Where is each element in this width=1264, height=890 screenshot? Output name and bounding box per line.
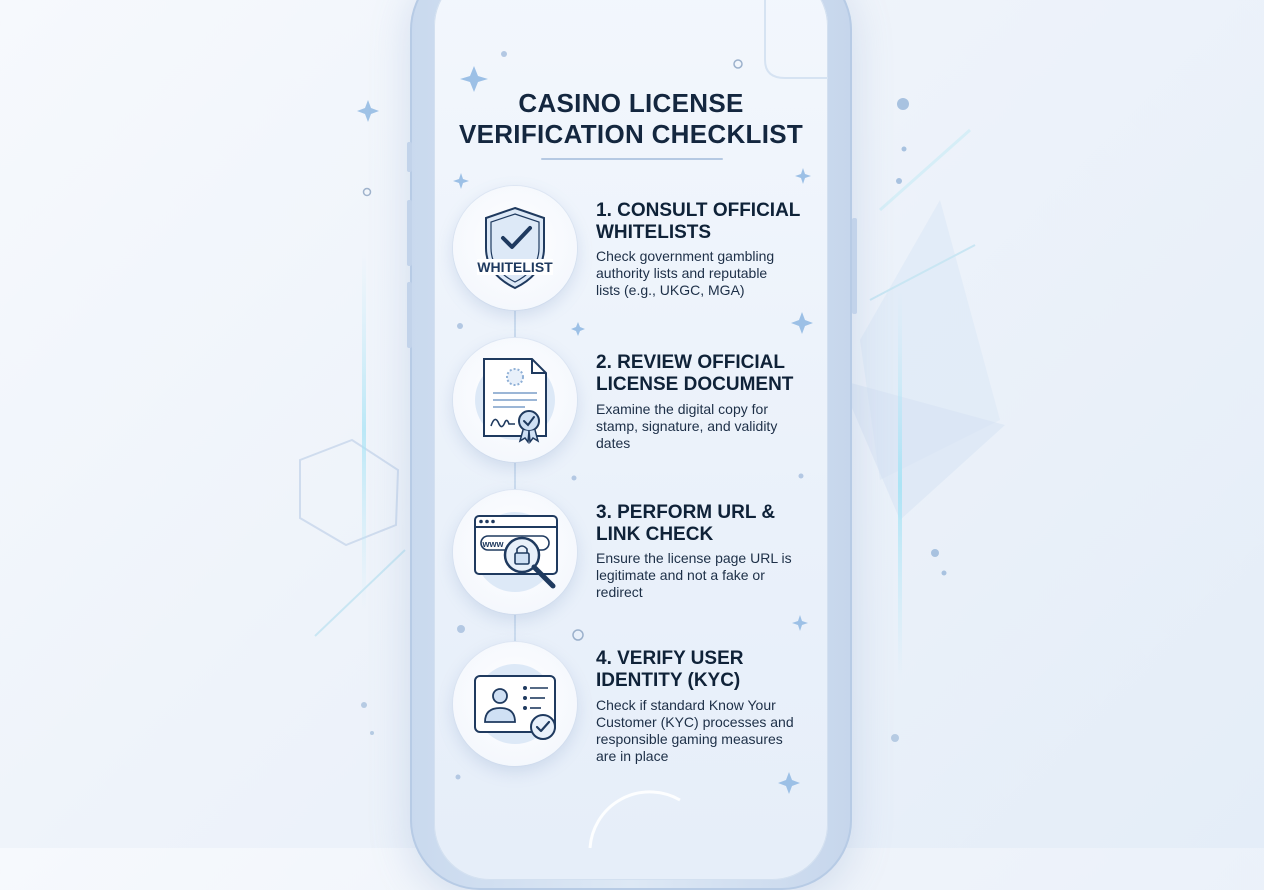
step-1-description: [596, 248, 828, 299]
step-desc-line: legitimate and not a fake or: [596, 567, 765, 583]
step-desc-line: Check if standard Know Your: [596, 697, 776, 713]
step-2-icon-badge: [453, 338, 577, 462]
step-3-icon-badge: [453, 490, 577, 614]
step-4-description: [596, 697, 828, 765]
step-4-title: [596, 648, 828, 692]
step-desc-line: responsible gaming measures: [596, 731, 783, 747]
step-3-title: [596, 502, 828, 546]
step-4-icon-badge: [453, 642, 577, 766]
step-desc-line: redirect: [596, 584, 643, 600]
step-desc-line: Examine the digital copy for: [596, 401, 768, 417]
step-title-line: 1. CONSULT OFFICIAL: [596, 200, 801, 221]
step-desc-line: dates: [596, 435, 631, 451]
id-card-check-icon: [453, 642, 577, 766]
url-lock-magnifier-icon: [453, 490, 577, 614]
step-1-title: [596, 200, 828, 244]
step-desc-line: Check government gambling: [596, 248, 775, 264]
www-label: www: [482, 539, 504, 549]
step-desc-line: Ensure the license page URL is: [596, 550, 792, 566]
shield-check-icon: [453, 186, 577, 310]
whitelist-label: WHITELIST: [477, 259, 553, 275]
license-document-icon: [453, 338, 577, 462]
title-divider: [541, 158, 723, 160]
step-desc-line: authority lists and reputable: [596, 265, 768, 281]
step-desc-line: stamp, signature, and validity: [596, 418, 778, 434]
step-title-line: 2. REVIEW OFFICIAL: [596, 352, 785, 373]
step-3-description: [596, 550, 828, 601]
step-desc-line: are in place: [596, 748, 669, 764]
page-title: [434, 88, 828, 150]
title-line: VERIFICATION CHECKLIST: [458, 119, 804, 149]
step-2-title: [596, 352, 828, 396]
title-line: CASINO LICENSE: [518, 88, 744, 118]
step-title-line: LINK CHECK: [596, 524, 714, 545]
step-1-icon-badge: [453, 186, 577, 310]
step-2-description: [596, 401, 828, 452]
step-title-line: 3. PERFORM URL &: [596, 502, 776, 523]
step-title-line: WHITELISTS: [596, 222, 712, 243]
step-title-line: LICENSE DOCUMENT: [596, 374, 794, 395]
step-desc-line: Customer (KYC) processes and: [596, 714, 794, 730]
step-title-line: 4. VERIFY USER: [596, 648, 744, 669]
step-title-line: IDENTITY (KYC): [596, 670, 741, 691]
step-desc-line: lists (e.g., UKGC, MGA): [596, 282, 745, 298]
